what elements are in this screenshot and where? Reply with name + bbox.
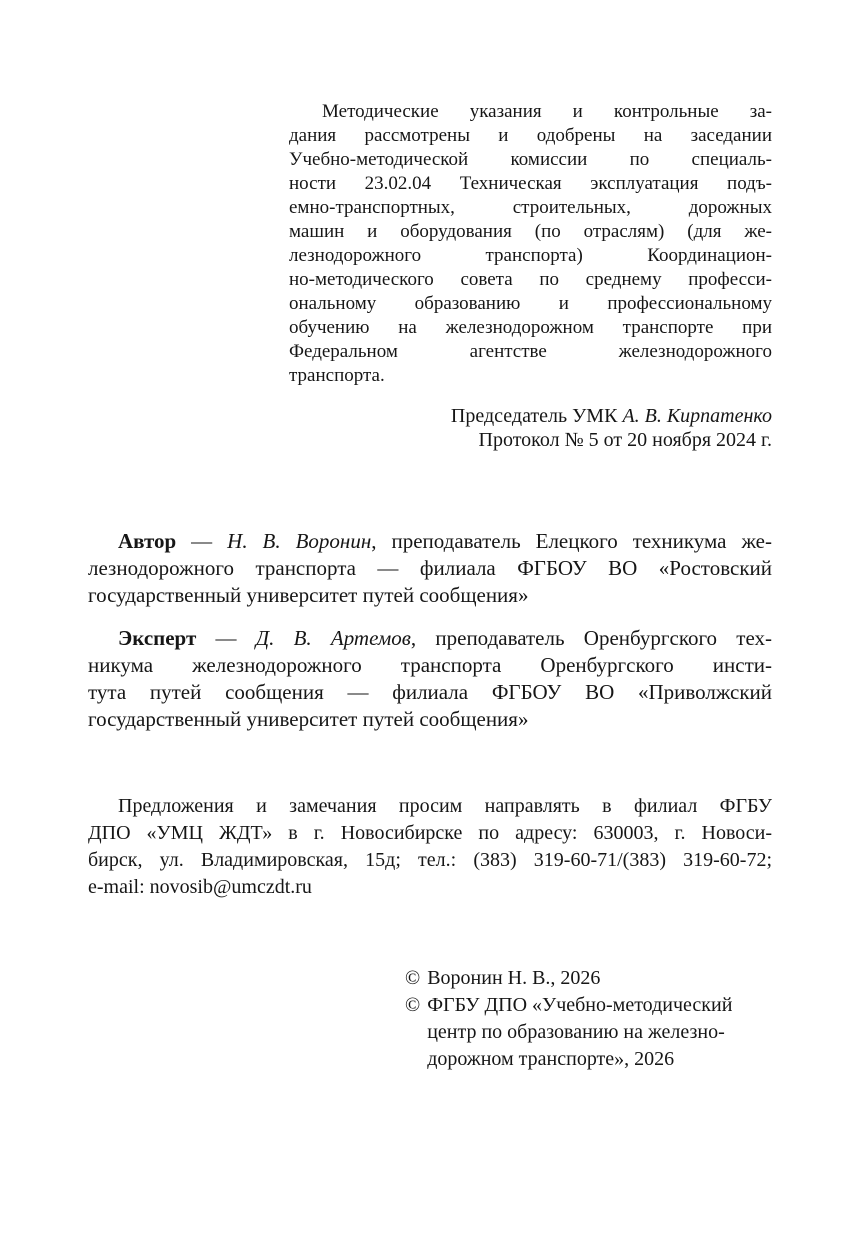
expert-first-line-rest: , преподаватель Оренбургского тех- bbox=[410, 626, 772, 650]
proposals-block-line: ДПО «УМЦ ЖДТ» в г. Новосибирске по адресу: 630003, г. Новоси- bbox=[88, 822, 772, 844]
copyright-entry bbox=[405, 965, 772, 992]
approval-block-line: ональному образованию и профессиональному bbox=[289, 293, 772, 314]
expert-label: Эксперт bbox=[118, 626, 197, 650]
copyright-entry-lines-line: центр по образованию на железно- bbox=[427, 1021, 725, 1043]
approval-block-line: но-методического совета по среднему професси- bbox=[289, 269, 772, 290]
approval-block-line: транспорта. bbox=[289, 365, 385, 386]
approval-block-line: Учебно-методической комиссии по специаль- bbox=[289, 149, 772, 170]
copyright-symbol: © bbox=[405, 994, 421, 1016]
author-first-line-rest: , преподаватель Елецкого техникума же- bbox=[371, 529, 772, 553]
copyright-entry-lines-line: дорожном транспорте», 2026 bbox=[427, 1048, 675, 1070]
chairman-name: А. В. Кирпатенко bbox=[622, 405, 772, 427]
approval-block-line: обучению на железнодорожном транспорте при bbox=[289, 317, 772, 338]
expert-rest-lines-line: никума железнодорожного транспорта Оренбургского инсти- bbox=[88, 653, 772, 677]
chairman-block bbox=[88, 404, 772, 452]
copyright-entry-lines bbox=[427, 992, 772, 1073]
expert-rest-lines-line: государственный университет путей сообщения» bbox=[88, 707, 529, 731]
copyright-entry bbox=[405, 992, 772, 1073]
copyright-entry-lines-line: Воронин Н. В., 2026 bbox=[427, 967, 601, 989]
copyright-block bbox=[405, 965, 772, 1073]
copyright-symbol: © bbox=[405, 967, 421, 989]
chairman-line bbox=[88, 404, 772, 428]
expert-rest-lines-line: тута путей сообщения — филиала ФГБОУ ВО «Приволжский bbox=[88, 680, 772, 704]
approval-block bbox=[289, 100, 772, 388]
proposals-block-line: e-mail: novosib@umczdt.ru bbox=[88, 876, 312, 898]
author-rest-lines bbox=[88, 555, 772, 609]
approval-block-line: лезнодорожного транспорта) Координацион- bbox=[289, 245, 772, 266]
approval-block-line: емно-транспортных, строительных, дорожных bbox=[289, 197, 772, 218]
approval-block-line: машин и оборудования (по отраслям) (для же- bbox=[289, 221, 772, 242]
proposals-block bbox=[88, 793, 772, 901]
author-name: Н. В. Воронин bbox=[227, 529, 372, 553]
copyright-entry-lines bbox=[427, 965, 772, 992]
approval-block-line: Федеральном агентстве железнодорожного bbox=[289, 341, 772, 362]
expert-rest-lines bbox=[88, 652, 772, 733]
copyright-entry-lines-line: ФГБУ ДПО «Учебно-методический bbox=[427, 994, 733, 1016]
expert-name: Д. В. Артемов bbox=[255, 626, 411, 650]
protocol-line: Протокол № 5 от 20 ноября 2024 г. bbox=[478, 429, 772, 451]
expert-block bbox=[88, 625, 772, 733]
approval-block-line: Методические указания и контрольные за- bbox=[322, 101, 772, 122]
author-rest-lines-line: государственный университет путей сообщения» bbox=[88, 583, 529, 607]
proposals-block-line: Предложения и замечания просим направлять в филиал ФГБУ bbox=[118, 795, 772, 817]
author-separator: — bbox=[176, 529, 228, 553]
approval-block-line: дания рассмотрены и одобрены на заседании bbox=[289, 125, 772, 146]
proposals-block-line: бирск, ул. Владимировская, 15д; тел.: (383) 319-60-71/(383) 319-60-72; bbox=[88, 849, 772, 871]
chairman-prefix: Председатель УМК bbox=[450, 405, 623, 427]
author-first-line bbox=[88, 528, 772, 555]
author-label: Автор bbox=[118, 529, 177, 553]
approval-block-line: ности 23.02.04 Техническая эксплуатация подъ- bbox=[289, 173, 772, 194]
author-rest-lines-line: лезнодорожного транспорта — филиала ФГБОУ ВО «Ростовский bbox=[88, 556, 772, 580]
expert-first-line bbox=[88, 625, 772, 652]
expert-separator: — bbox=[196, 626, 256, 650]
author-block bbox=[88, 528, 772, 609]
